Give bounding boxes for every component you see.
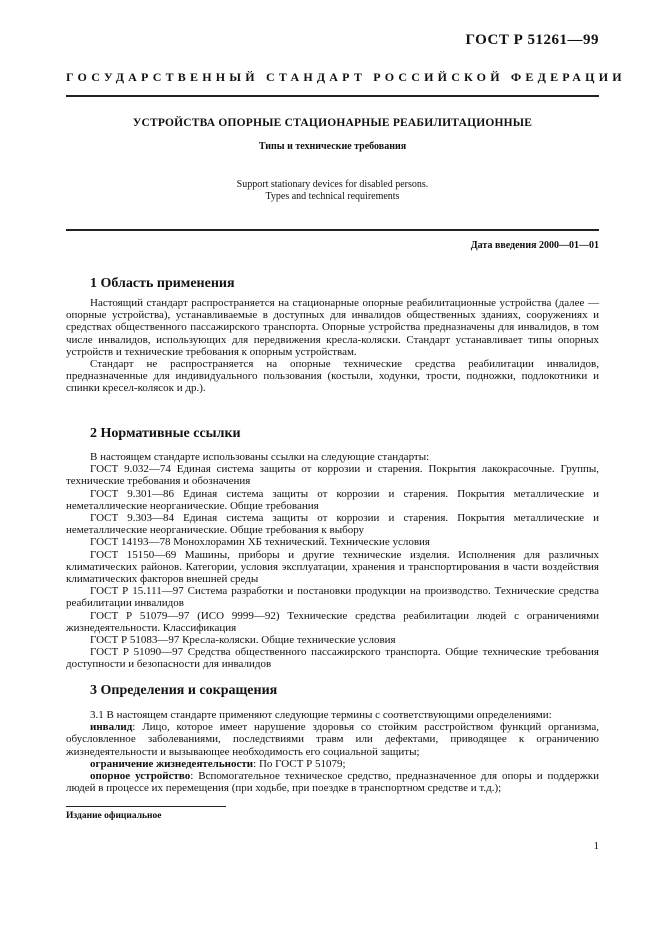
section-2-intro: В настоящем стандарте использованы ссылки на следующие стандарты:	[90, 451, 430, 463]
page-number: 1	[593, 840, 599, 852]
term-label: ограничение жизнедеятельности	[90, 757, 254, 770]
reference-item: ГОСТ 14193—78 Монохлорамин ХБ технический. Технические условия	[90, 536, 430, 549]
top-divider	[66, 95, 599, 97]
term-text: : Лицо, которое имеет нарушение здоровья со стойким расстройством функций организма, обусловленное заболеваниями, последствиями травм или дефектами, приводящее к ограничению жизнедеятельности и вызывающее необходимость его социальной защиты;	[66, 721, 599, 758]
term-definition	[66, 770, 599, 794]
introduction-date: Дата введения 2000—01—01	[470, 240, 599, 251]
footer-divider	[66, 806, 226, 807]
document-subtitle: Типы и технические требования	[258, 141, 407, 152]
section-2-body	[66, 451, 599, 671]
section-2-heading: 2 Нормативные ссылки	[90, 426, 241, 441]
section-1-paragraph-1: Настоящий стандарт распространяется на стационарные опорные реабилитационные устройства (далее — опорные устройства), устанавливаемые в доступных для инвалидов общественных зданиях, сооружениях и средствах общественного пассажирского транспорта. Опорные устройства предназначены для инвалидов, в том числе инвалидов, использующих для передвижения кресла-коляски. Стандарт устанавливает типы опорных устройств и технические требования к опорным устройствам.	[66, 297, 599, 358]
edition-label: Издание официальное	[66, 811, 162, 821]
section-1-heading: 1 Область применения	[90, 276, 235, 291]
title-divider	[66, 229, 599, 231]
reference-item: ГОСТ Р 51090—97 Средства общественного пассажирского транспорта. Общие технические требования доступности и безопасности для инвалидов	[66, 646, 599, 671]
section-1-body	[66, 297, 599, 395]
section-3-heading: 3 Определения и сокращения	[90, 683, 278, 698]
english-title-line-2: Types and technical requirements	[265, 191, 400, 202]
term-label: опорное устройство	[90, 770, 191, 783]
reference-item: ГОСТ Р 51083—97 Кресла-коляски. Общие технические условия	[90, 634, 396, 647]
term-definition	[66, 721, 599, 758]
term-text: : По ГОСТ Р 51079;	[253, 757, 346, 770]
term-label: инвалид	[90, 721, 133, 734]
reference-item: ГОСТ 9.303—84 Единая система защиты от коррозии и старения. Покрытия металлические и неметаллические неорганические. Общие требования к выбору	[66, 512, 599, 537]
reference-item: ГОСТ 9.301—86 Единая система защиты от коррозии и старения. Покрытия металлические и неметаллические неорганические. Общие требования	[66, 487, 599, 512]
term-definition	[66, 758, 599, 770]
reference-item: ГОСТ Р 15.111—97 Система разработки и постановки продукции на производство. Технические средства реабилитации инвалидов	[66, 585, 599, 610]
document-number: ГОСТ Р 51261—99	[465, 32, 599, 48]
term-text: : Вспомогательное техническое средство, предназначенное для опоры и поддержки людей в процессе их перемещения (при ходьбе, при поездке в транспортном средстве и т.д.);	[66, 770, 599, 795]
english-title-line-1: Support stationary devices for disabled persons.	[236, 179, 429, 190]
reference-item: ГОСТ 15150—69 Машины, приборы и другие технические изделия. Исполнения для различных климатических районов. Категории, условия эксплуатации, хранения и транспортирования в части воздействия климатических факторов внешней среды	[66, 548, 599, 586]
document-title: УСТРОЙСТВА ОПОРНЫЕ СТАЦИОНАРНЫЕ РЕАБИЛИТАЦИОННЫЕ	[132, 117, 533, 129]
section-1-paragraph-2: Стандарт не распространяется на опорные технические средства реабилитации инвалидов, предназначенные для индивидуального пользования (костыли, ходунки, трости, подножки, подлокотники и спинки кресел-колясок и др.).	[66, 358, 599, 395]
section-3-body	[66, 709, 599, 794]
state-standard-banner: ГОСУДАРСТВЕННЫЙ СТАНДАРТ РОССИЙСКОЙ ФЕДЕРАЦИИ	[66, 70, 626, 84]
reference-item: ГОСТ Р 51079—97 (ИСО 9999—92) Технические средства реабилитации людей с ограничениями жизнедеятельности. Классификация	[66, 609, 599, 634]
english-title	[66, 179, 599, 203]
section-3-intro: 3.1 В настоящем стандарте применяют следующие термины с соответствующими определениями:	[90, 709, 552, 721]
reference-item: ГОСТ 9.032—74 Единая система защиты от коррозии и старения. Покрытия лакокрасочные. Группы, технические требования и обозначения	[66, 463, 599, 488]
